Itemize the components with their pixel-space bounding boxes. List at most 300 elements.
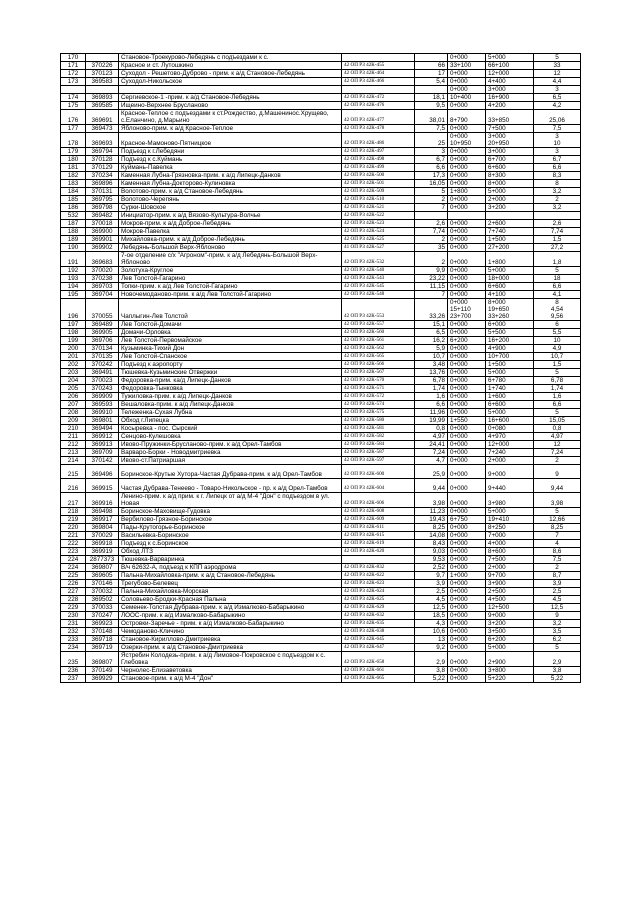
section-end-cell [486,228,534,236]
section-end-cell-value: 3+500 [488,628,506,635]
section-start-cell-value: 0+000 [450,54,468,61]
section-end-cell-value: 1+600 [488,393,506,400]
section-start-cell-value: 0+000 [450,500,468,507]
road-code-cell: 42 ОП РЗ 42К-557 [342,321,415,329]
section-end-cell [486,465,534,479]
section-start-cell [448,353,486,361]
section-start-cell-value: 0+000 [450,172,468,179]
section-length-cell [534,228,581,236]
road-name-cell: Трегубово-Белевец [119,580,342,588]
table-row [61,275,581,283]
road-id-cell: 370247 [86,612,119,620]
section-length-cell-value: 6 [555,321,559,328]
road-id-cell: 370131 [86,188,119,196]
section-length-cell [534,345,581,353]
section-end-cell [486,449,534,457]
section-start-cell [448,652,486,667]
table-row [61,70,581,78]
section-length-cell-value: 8 [555,299,559,306]
road-length-cell: 24,41 [415,441,448,449]
road-id-cell: 369913 [86,441,119,449]
road-code-cell: 42 ОП РЗ 42К-566 [342,361,415,369]
road-code-cell: 42 ОП РЗ 42К-665 [342,675,415,683]
table-row [61,164,581,172]
section-end-cell-value: 5+000 [488,188,506,195]
road-length-cell: 2,6 [415,220,448,228]
road-length-cell: 5,22 [415,675,448,683]
section-length-cell-value: 6,2 [552,636,562,643]
row-number-cell: 170 [61,54,86,62]
row-number-cell: 223 [61,548,86,556]
table-row [61,321,581,329]
road-id-cell: 369905 [86,329,119,337]
road-code-cell: 42 ОП РЗ 42К-476 [342,102,415,110]
road-name-cell: Каменная Лубна-Докторово-Кулиновка [119,180,342,188]
road-code-cell: 42 ОП РЗ 42К-509 [342,188,415,196]
section-end-cell-value: 8+600 [488,548,506,555]
section-start-cell [448,465,486,479]
section-start-cell [448,164,486,172]
section-start-cell-value: 0+000 [450,596,468,603]
road-id-cell: 369489 [86,321,119,329]
section-start-cell [448,299,486,321]
road-length-cell: 2 [415,252,448,267]
road-length-cell: 6,6 [415,401,448,409]
row-number-cell: 222 [61,540,86,548]
table-row [61,572,581,580]
section-end-cell [486,612,534,620]
road-id-cell: 370243 [86,385,119,393]
road-id-cell: 369693 [86,133,119,148]
section-start-cell-value: 0+000 [450,164,468,171]
section-length-cell-value: 5,5 [552,329,562,336]
road-id-cell: 370018 [86,220,119,228]
section-length-cell-value: 33 [553,62,561,69]
section-start-cell [448,532,486,540]
section-end-cell-value: 8+000 [488,180,506,187]
section-start-cell [448,228,486,236]
section-length-cell [534,401,581,409]
section-start-cell [448,291,486,299]
row-number-cell: 179 [61,148,86,156]
section-length-cell [534,596,581,604]
section-end-cell [486,516,534,524]
section-start-cell-value: 0+000 [450,345,468,352]
row-number-cell: 185 [61,196,86,204]
road-id-cell: 369706 [86,337,119,345]
section-end-cell-value: 3+200 [488,204,506,211]
section-length-cell-value: 5 [555,409,559,416]
road-id-cell: 369801 [86,417,119,425]
road-name-cell: Федоровка-Тынковка [119,385,342,393]
section-start-cell [448,449,486,457]
section-end-cell [486,425,534,433]
table-row [61,125,581,133]
road-name-cell: В/ч 62632-А, подъезд к КПП аэродрома [119,564,342,572]
section-start-cell-value: 0+000 [450,236,468,243]
road-id-cell: 369583 [86,78,119,86]
table-row [61,86,581,94]
road-code-cell: 42 ОП РЗ 42К-562 [342,345,415,353]
road-name-cell: Лебедянь-Большой Верх-Яблоново [119,244,342,252]
road-length-cell: 7,24 [415,449,448,457]
table-row [61,556,581,564]
road-name-cell: Мокров-прим. к а/д Доброе-Лебедянь [119,220,342,228]
road-id-cell: 369482 [86,212,119,220]
table-row [61,417,581,425]
road-length-cell: 6,78 [415,377,448,385]
section-length-cell-value: 1,74 [550,385,564,392]
section-end-cell-value: 2+900 [488,659,506,666]
road-code-cell: 42 ОП РЗ 42К-620 [342,548,415,556]
section-end-cell-value: 4+400 [488,78,506,85]
section-length-cell-value: 5 [555,508,559,515]
road-code-cell: 42 ОП РЗ 42К-632 [342,612,415,620]
section-start-cell-value: 6+750 [450,516,468,523]
section-start-cell-value: 0+000 [450,449,468,456]
road-id-cell: 369804 [86,524,119,532]
section-length-cell-value: 3,9 [552,580,562,587]
row-number-cell: 221 [61,532,86,540]
section-start-cell-value: 0+000 [450,580,468,587]
table-row [61,564,581,572]
section-end-cell [486,636,534,644]
table-row [61,644,581,652]
road-name-cell: Становое-Кириллово-Дмитриевка [119,636,342,644]
section-length-cell-value: 6,5 [552,94,562,101]
section-start-cell-value: 0+000 [450,369,468,376]
section-end-cell [486,548,534,556]
row-number-cell: 532 [61,212,86,220]
road-code-cell: 42 ОП РЗ 42К-615 [342,532,415,540]
section-end-cell-value: 16+900 [488,94,510,101]
section-start-cell-value: 15+110 [450,306,471,313]
section-start-cell [448,425,486,433]
section-end-cell-value: 3+980 [488,500,506,507]
road-code-cell: 42 ОП РЗ 42К-580 [342,417,415,425]
section-start-cell-value: 0+000 [450,659,468,666]
section-end-cell [486,70,534,78]
section-end-cell-value: 2+000 [488,457,506,464]
section-end-cell [486,532,534,540]
section-length-cell [534,244,581,252]
road-length-cell: 19,99 [415,417,448,425]
road-name-cell: Лев Толстой-Спанское [119,353,342,361]
section-start-cell-value: 0+000 [450,133,468,140]
road-code-cell: 42 ОП РЗ 42К-499 [342,164,415,172]
road-name-cell: Становое-прим. к а/д М-4 "Дон" [119,675,342,683]
section-end-cell-value: 4+900 [488,345,506,352]
road-name-cell: Вербилово-Грязное-Боринское [119,516,342,524]
road-id-cell: 370128 [86,156,119,164]
road-length-cell: 25,9 [415,465,448,479]
section-end-cell [486,628,534,636]
road-name-cell: Волотово-Черепянь [119,196,342,204]
section-end-cell [486,540,534,548]
section-start-cell-value: 0+000 [450,457,468,464]
road-name-cell: Волотово-прим. к а/д Становое-Лебедянь [119,188,342,196]
section-length-cell [534,449,581,457]
section-end-cell [486,620,534,628]
section-end-cell [486,204,534,212]
section-length-cell [534,377,581,385]
section-end-cell [486,94,534,102]
section-length-cell [534,212,581,220]
section-end-cell [486,604,534,612]
section-length-cell-value: 4,54 [550,306,564,313]
road-id-cell: 369918 [86,540,119,548]
road-name-cell: Обход ЛТЗ [119,548,342,556]
table-row [61,548,581,556]
road-name-cell: Тележенка-Сухая Лубна [119,409,342,417]
section-start-cell-value: 0+000 [450,283,468,290]
section-end-cell-value: 19+410 [488,516,510,523]
section-start-cell [448,588,486,596]
section-start-cell [448,86,486,94]
section-length-cell-value: 10 [553,337,561,344]
section-end-cell [486,369,534,377]
road-length-cell: 4,97 [415,433,448,441]
section-start-cell-value: 10+400 [450,94,472,101]
section-length-cell [534,275,581,283]
section-length-cell-value: 9,44 [550,485,564,492]
road-length-cell: 7,5 [415,125,448,133]
row-number-cell: 175 [61,102,86,110]
row-number-cell: 191 [61,252,86,267]
section-start-cell-value: 0+000 [450,86,468,93]
road-code-cell: 42 ОП РЗ 42К-647 [342,644,415,652]
road-name-cell: Становое-Троекурово-Лебедянь с подъездами к с. [119,54,342,62]
section-end-cell-value: 3+000 [488,86,506,93]
road-length-cell: 5,4 [415,78,448,86]
section-length-cell-value: 4,9 [552,345,562,352]
row-number-cell: 202 [61,361,86,369]
table-row [61,385,581,393]
section-start-cell-value: 0+000 [450,620,468,627]
road-name-cell: Боринское-Маховище-Гудовка [119,508,342,516]
section-start-cell-value: 0+000 [450,70,468,77]
row-number-cell: 187 [61,220,86,228]
section-start-cell-value: 0+000 [450,275,468,282]
table-row [61,204,581,212]
road-name-cell: Пальна-Михайловка-Морская [119,588,342,596]
section-end-cell [486,133,534,148]
section-end-cell-value: 6+780 [488,377,506,384]
road-name-cell: Куймань-Павелка [119,164,342,172]
section-start-cell-value: 0+000 [450,267,468,274]
road-id-cell: 369902 [86,244,119,252]
section-start-cell [448,508,486,516]
road-id-cell: 370146 [86,580,119,588]
road-code-cell: 42 ОП РЗ 42К-581 [342,425,415,433]
section-length-cell [534,417,581,425]
section-length-cell-value: 3,8 [552,667,562,674]
road-code-cell: 42 ОП РЗ 42К-522 [342,212,415,220]
section-length-cell-value: 12,5 [550,604,564,611]
section-start-cell [448,628,486,636]
section-length-cell [534,493,581,508]
row-number-cell: 193 [61,275,86,283]
section-start-cell [448,457,486,465]
road-name-cell: Ленино-прим. к а/д прим. к г. Липецк от а/д М-4 "Дон" с подъездом в ул. Новая [119,493,342,508]
section-length-cell-value: 2,9 [552,659,562,666]
section-length-cell-value: 9,56 [550,313,564,320]
section-start-cell [448,283,486,291]
section-end-cell-value: 6+600 [488,401,506,408]
road-id-cell: 369683 [86,252,119,267]
section-start-cell-value: 0+000 [450,148,468,155]
road-length-cell: 5 [415,188,448,196]
section-end-cell [486,441,534,449]
row-number-cell: 232 [61,628,86,636]
row-number-cell: 208 [61,409,86,417]
section-length-cell-value: 27,2 [550,244,564,251]
section-start-cell [448,110,486,125]
section-length-cell [534,220,581,228]
road-code-cell: 42 ОП РЗ 42К-510 [342,196,415,204]
section-start-cell [448,385,486,393]
road-code-cell: 42 ОП РЗ 42К-624 [342,588,415,596]
row-number-cell: 182 [61,172,86,180]
section-start-cell [448,70,486,78]
section-end-cell [486,401,534,409]
section-end-cell [486,110,534,125]
row-number-cell: 213 [61,449,86,457]
section-start-cell [448,516,486,524]
section-end-cell-value: 7+500 [488,125,506,132]
section-length-cell [534,172,581,180]
road-id-cell: 369901 [86,236,119,244]
section-length-cell-value: 2,5 [552,588,562,595]
road-code-cell: 42 ОП РЗ 42К-477 [342,110,415,125]
table-row [61,188,581,196]
road-length-cell: 3,9 [415,580,448,588]
section-length-cell [534,62,581,70]
table-row [61,532,581,540]
section-length-cell [534,180,581,188]
section-start-cell-value: 0+000 [450,548,468,555]
table-row [61,252,581,267]
table-row [61,596,581,604]
section-end-cell-value: 16+200 [488,337,510,344]
row-number-cell: 189 [61,236,86,244]
section-end-cell-value: 3+000 [488,133,506,140]
road-id-cell: 370032 [86,588,119,596]
section-start-cell-value: 0+000 [450,532,468,539]
section-length-cell-value: 25,06 [549,117,565,124]
section-start-cell [448,675,486,683]
road-length-cell: 2 [415,236,448,244]
section-end-cell [486,196,534,204]
table-row [61,636,581,644]
section-length-cell-value: 3 [555,133,559,140]
section-length-cell [534,353,581,361]
row-number-cell: 234 [61,644,86,652]
section-length-cell-value: 4 [555,540,559,547]
section-end-cell [486,337,534,345]
section-start-cell-value: 0+000 [450,329,468,336]
section-start-cell-value: 0+000 [450,636,468,643]
road-length-cell: 10,6 [415,628,448,636]
road-id-cell: 369912 [86,433,119,441]
section-start-cell [448,361,486,369]
road-name-cell: Ястребин Колодезь-прим. к а/д Лимовое-Покровское с подъездом к с. Глебовка [119,652,342,667]
road-name-cell: 7-ое отделение с/х "Агроном"-прим. к а/д Лебедянь-Большой Верх-Яблоново [119,252,342,267]
row-number-cell: 200 [61,345,86,353]
section-end-cell-value: 12+500 [488,604,510,611]
road-length-cell: 1,6 [415,393,448,401]
section-length-cell-value: 4,5 [552,596,562,603]
section-end-cell [486,329,534,337]
road-length-cell: 5,9 [415,345,448,353]
section-start-cell [448,244,486,252]
road-length-cell: 11,15 [415,283,448,291]
road-id-cell: 369719 [86,644,119,652]
section-start-cell-value: 0+000 [450,556,468,563]
row-number-cell: 236 [61,667,86,675]
section-length-cell-value: 5 [555,644,559,651]
section-start-cell [448,321,486,329]
road-code-cell: 42 ОП РЗ 42К-597 [342,457,415,465]
section-start-cell [448,620,486,628]
section-end-cell-value: 7+240 [488,449,506,456]
table-row [61,228,581,236]
road-name-cell: Лев Толстой-Первомайское [119,337,342,345]
section-end-cell [486,148,534,156]
section-end-cell [486,291,534,299]
road-name-cell: Красное и ст. Лутошкино [119,62,342,70]
road-id-cell: 369915 [86,479,119,493]
table-row [61,425,581,433]
road-code-cell: 42 ОП РЗ 42К-521 [342,204,415,212]
section-length-cell-value: 7,24 [550,449,564,456]
road-id-cell: 369704 [86,291,119,299]
section-end-cell [486,457,534,465]
row-number-cell: 177 [61,125,86,133]
road-id-cell: 369491 [86,369,119,377]
row-number-cell: 174 [61,94,86,102]
section-start-cell [448,156,486,164]
section-start-cell-value: 0+000 [450,259,468,266]
section-start-cell-value: 0+000 [450,228,468,235]
section-end-cell-value: 5+000 [488,508,506,515]
section-length-cell [534,580,581,588]
row-number-cell: 219 [61,516,86,524]
section-start-cell [448,612,486,620]
table-row [61,604,581,612]
section-length-cell-value: 5 [555,54,559,61]
road-id-cell: 370234 [86,172,119,180]
road-name-cell: Золотуха-Круглое [119,267,342,275]
section-length-cell [534,54,581,62]
section-start-cell [448,636,486,644]
road-code-cell: 42 ОП РЗ 42К-464 [342,70,415,78]
section-length-cell-value: 6,78 [550,377,564,384]
road-name-cell: Лев Толстой-Домачи [119,321,342,329]
row-number-cell: 225 [61,572,86,580]
section-length-cell [534,321,581,329]
road-code-cell: 42 ОП РЗ 42К-565 [342,353,415,361]
section-start-cell [448,148,486,156]
row-number-cell: 184 [61,188,86,196]
section-end-cell-value: 7+740 [488,228,506,235]
section-length-cell-value: 3,98 [550,500,564,507]
section-end-cell-value: 1+500 [488,361,506,368]
road-code-cell: 42 ОП РЗ 42К-478 [342,125,415,133]
table-row [61,345,581,353]
section-start-cell [448,54,486,62]
road-id-cell: 369473 [86,125,119,133]
